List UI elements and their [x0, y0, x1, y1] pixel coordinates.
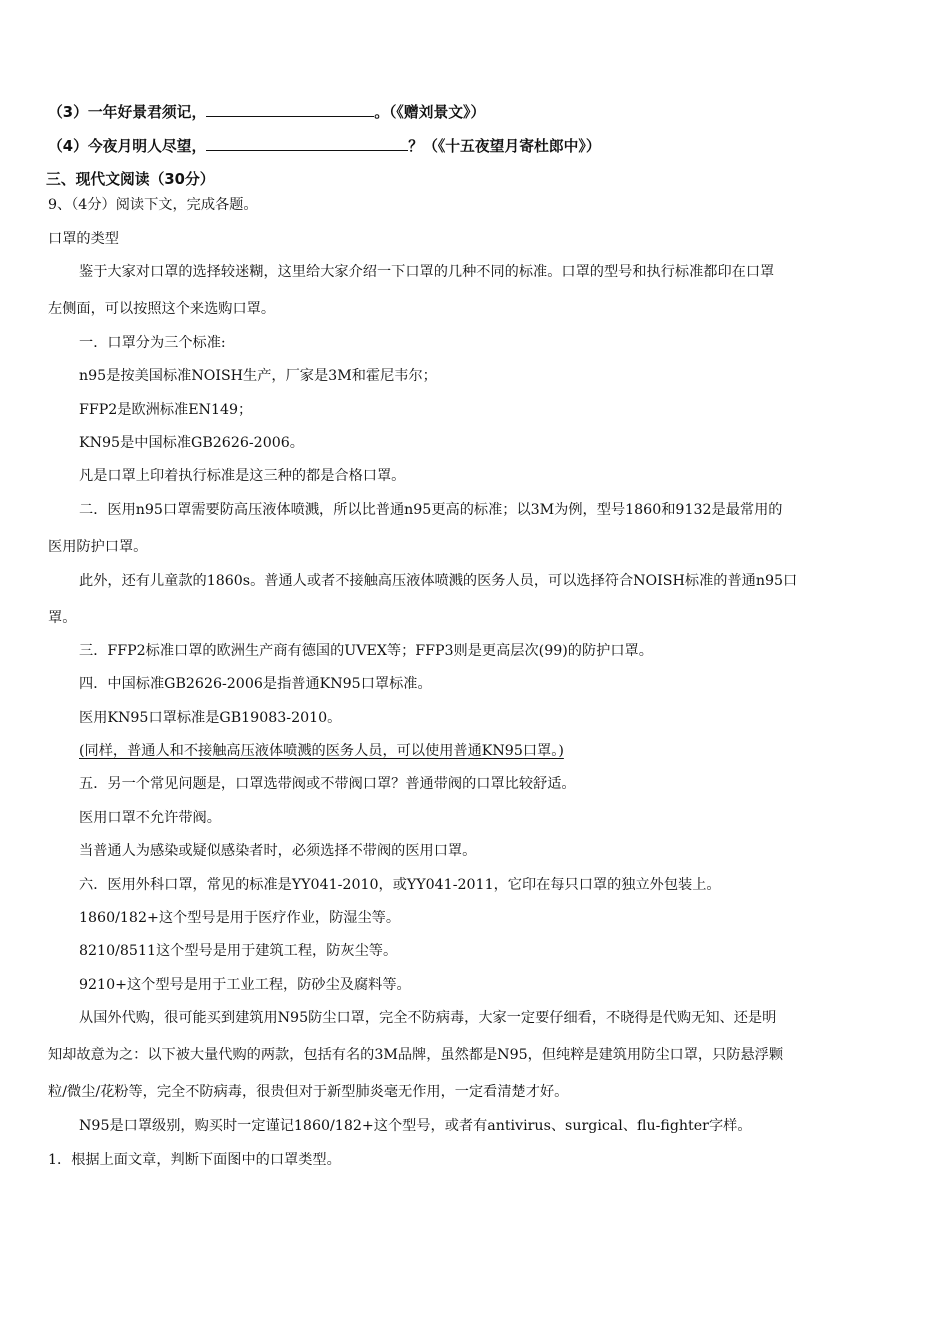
article-title: 口罩的类型	[48, 231, 119, 247]
poem-line-4	[48, 136, 902, 157]
paragraph-8: N95是口罩级别，购买时一定谨记1860/182+这个型号，或者有antivirus、surgical、flu-fighter字样。	[79, 1118, 752, 1134]
section-2a: 二．医用n95口罩需要防高压液体喷溅，所以比普通n95更高的标准；以3M为例，型号1860和9132是最常用的	[79, 502, 783, 518]
model-9210: 9210+这个型号是用于工业工程，防砂尘及腐料等。	[79, 977, 411, 993]
question-intro: 9、（4分）阅读下文，完成各题。	[48, 197, 258, 213]
paragraph-1a: 鉴于大家对口罩的选择较迷糊，这里给大家介绍一下口罩的几种不同的标准。口罩的型号和执行标准都印在口罩	[79, 264, 775, 280]
answer-blank-3[interactable]	[206, 102, 374, 117]
section-4-note-underlined: (同样，普通人和不接触高压液体喷溅的医务人员，可以使用普通KN95口罩。)	[79, 743, 564, 759]
section-4-medical: 医用KN95口罩标准是GB19083-2010。	[79, 710, 342, 726]
answer-blank-4[interactable]	[206, 136, 408, 151]
poem-line-3-prefix: （3）一年好景君须记，	[48, 104, 207, 121]
poem-line-4-suffix: ？（《十五夜望月寄杜郎中》）	[408, 138, 601, 155]
section-2b: 医用防护口罩。	[48, 539, 148, 555]
section-heading: 三、现代文阅读（30分）	[46, 171, 215, 188]
standard-note: 凡是口罩上印着执行标准是这三种的都是合格口罩。	[79, 468, 406, 484]
section-6: 六．医用外科口罩，常见的标准是YY041-2010，或YY041-2011，它印在每只口罩的独立外包装上。	[79, 877, 721, 893]
section-2d: 罩。	[48, 610, 77, 626]
standard-kn95: KN95是中国标准GB2626-2006。	[79, 435, 304, 451]
standard-ffp2: FFP2是欧洲标准EN149；	[79, 402, 253, 418]
model-8210: 8210/8511这个型号是用于建筑工程，防灰尘等。	[79, 943, 398, 959]
section-4: 四．中国标准GB2626-2006是指普通KN95口罩标准。	[79, 676, 432, 692]
poem-line-4-prefix: （4）今夜月明人尽望，	[48, 138, 207, 155]
section-5-medical: 医用口罩不允许带阀。	[79, 810, 221, 826]
section-5-infected: 当普通人为感染或疑似感染者时，必须选择不带阀的医用口罩。	[79, 843, 477, 859]
poem-line-3	[48, 102, 902, 123]
paragraph-7a: 从国外代购，很可能买到建筑用N95防尘口罩，完全不防病毒，大家一定要仔细看，不晓得是代购无知、还是明	[79, 1010, 777, 1026]
paragraph-1b: 左侧面，可以按照这个来选购口罩。	[48, 301, 276, 317]
paragraph-7b: 知却故意为之：以下被大量代购的两款，包括有名的3M品牌，虽然都是N95，但纯粹是建筑用防尘口罩，只防悬浮颗	[48, 1047, 784, 1063]
sub-question-1: 1．根据上面文章，判断下面图中的口罩类型。	[48, 1152, 341, 1168]
model-1860: 1860/182+这个型号是用于医疗作业，防湿尘等。	[79, 910, 401, 926]
paragraph-7c: 粒/微尘/花粉等，完全不防病毒，很贵但对于新型肺炎毫无作用，一定看清楚才好。	[48, 1084, 569, 1100]
standard-n95: n95是按美国标准NOISH生产，厂家是3M和霍尼韦尔；	[79, 368, 437, 384]
section-2c: 此外，还有儿童款的1860s。普通人或者不接触高压液体喷溅的医务人员，可以选择符合NOISH标准的普通n95口	[79, 573, 798, 589]
section-5: 五．另一个常见问题是，口罩选带阀或不带阀口罩？普通带阀的口罩比较舒适。	[79, 776, 576, 792]
section-3: 三．FFP2标准口罩的欧洲生产商有德国的UVEX等；FFP3则是更高层次(99)的防护口罩。	[79, 643, 653, 659]
poem-line-3-suffix: 。（《赠刘景文》）	[374, 104, 486, 121]
standard-section-1: 一．口罩分为三个标准:	[79, 335, 226, 351]
